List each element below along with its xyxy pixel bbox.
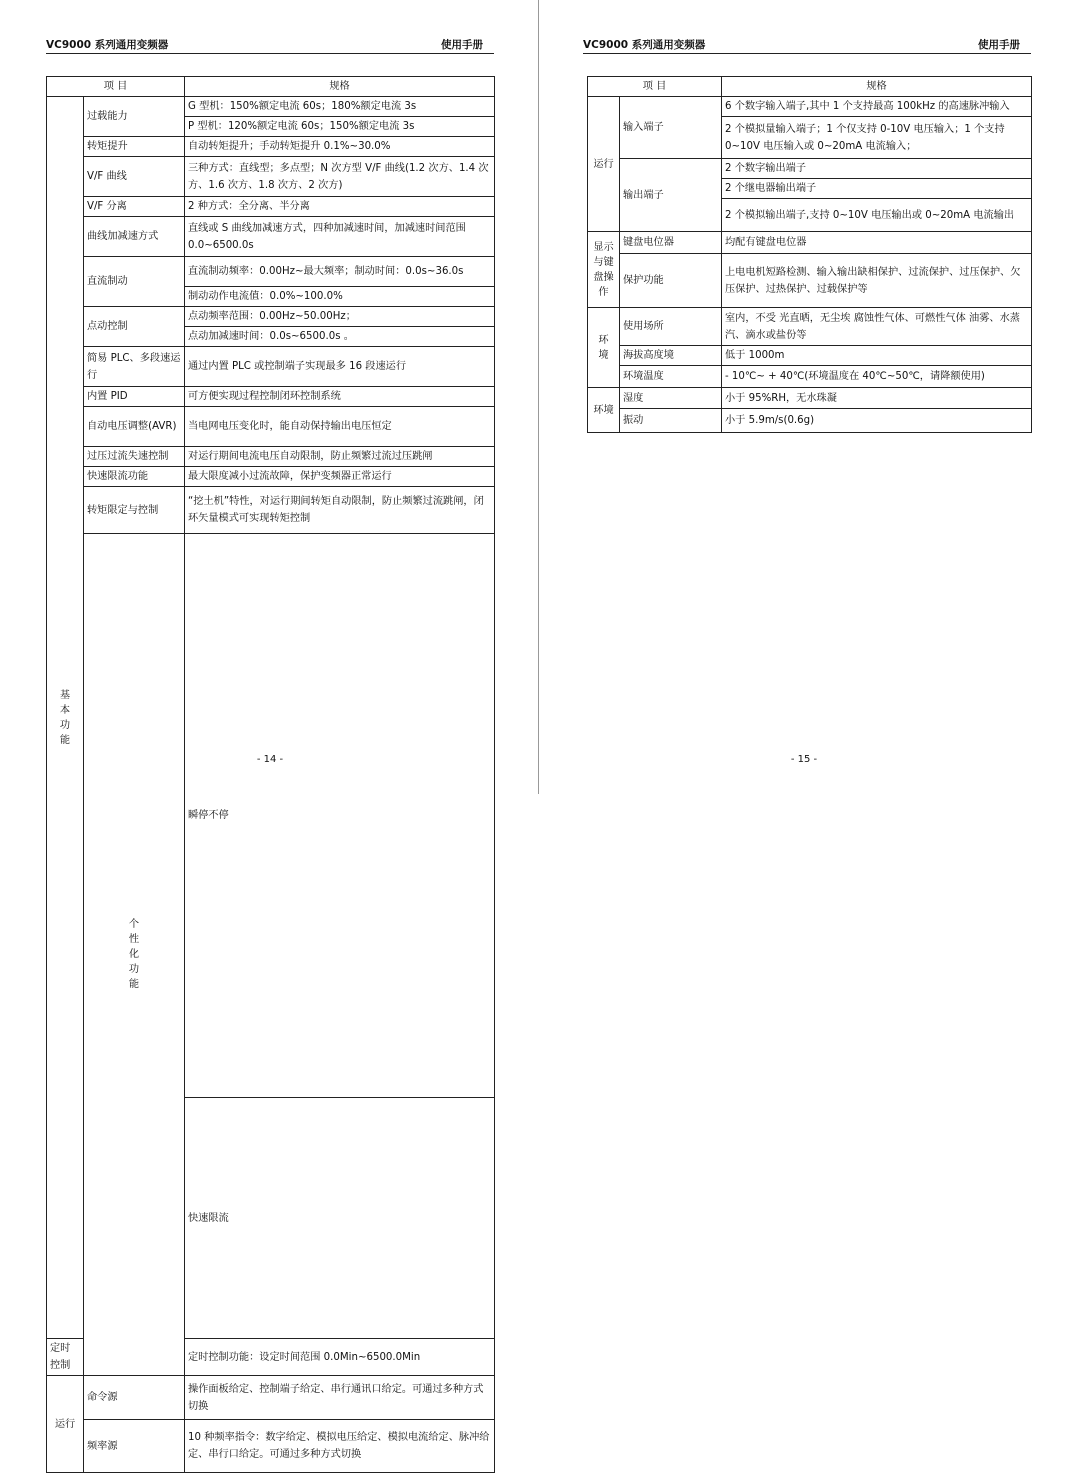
- row-name: 简易 PLC、多段速运行: [84, 347, 185, 387]
- table-head-spec: 规格: [185, 77, 495, 97]
- group-personal: 个 性 化 功 能: [84, 534, 185, 1376]
- row-spec: “挖土机”特性，对运行期间转矩自动限制，防止频繁过流跳闸，闭环矢量模式可实现转矩控制: [185, 487, 495, 534]
- row-name: 瞬停不停: [185, 534, 495, 1098]
- page-number: - 14 -: [256, 754, 284, 765]
- row-spec: 小于 5.9m/s(0.6g): [722, 409, 1032, 433]
- header-manual: 使用手册: [978, 39, 1020, 51]
- row-spec: 三种方式：直线型；多点型；N 次方型 V/F 曲线(1.2 次方、1.4 次方、1.6 次方、1.8 次方、2 次方): [185, 157, 495, 197]
- row-name: 内置 PID: [84, 387, 185, 407]
- row-spec: 最大限度减小过流故障，保护变频器正常运行: [185, 467, 495, 487]
- row-name: 直流制动: [84, 257, 185, 307]
- row-name: V/F 曲线: [84, 157, 185, 197]
- row-spec: 对运行期间电流电压自动限制，防止频繁过流过压跳闸: [185, 447, 495, 467]
- row-spec: 直线或 S 曲线加减速方式，四种加减速时间，加减速时间范围 0.0~6500.0s: [185, 217, 495, 257]
- spec-table-left: [46, 76, 495, 1473]
- row-name: 海拔高度境: [620, 346, 722, 366]
- row-spec: 10 种频率指令：数字给定、模拟电压给定、模拟电流给定、脉冲给定、串行口给定。可通过多种方式切换: [185, 1420, 495, 1473]
- row-spec: 制动动作电流值：0.0%~100.0%: [185, 287, 495, 307]
- row-name: 输入端子: [620, 97, 722, 159]
- group-basic: 基 本 功 能: [47, 97, 84, 1339]
- group-display: 显示 与键 盘操 作: [588, 232, 620, 308]
- row-spec: 直流制动频率：0.00Hz~最大频率；制动时间：0.0s~36.0s: [185, 257, 495, 287]
- row-spec: 2 种方式：全分离、半分离: [185, 197, 495, 217]
- group-env: 环 境: [588, 308, 620, 388]
- row-name: 使用场所: [620, 308, 722, 346]
- row-spec: 2 个数字输出端子: [722, 159, 1032, 179]
- row-spec: 低于 1000m: [722, 346, 1032, 366]
- group-run: 运行: [588, 97, 620, 232]
- row-name: 频率源: [84, 1420, 185, 1473]
- row-name: V/F 分离: [84, 197, 185, 217]
- row-name: 自动电压调整(AVR): [84, 407, 185, 447]
- row-name: 键盘电位器: [620, 232, 722, 254]
- row-spec: G 型机：150%额定电流 60s；180%额定电流 3s: [185, 97, 495, 117]
- row-name: 湿度: [620, 388, 722, 409]
- group-run: 运行: [47, 1376, 84, 1473]
- row-spec: 上电电机短路检测、输入输出缺相保护、过流保护、过压保护、欠压保护、过热保护、过载保护等: [722, 254, 1032, 308]
- row-name: 过载能力: [84, 97, 185, 137]
- row-name: 环境温度: [620, 366, 722, 388]
- page-number: - 15 -: [790, 754, 818, 765]
- row-name: 保护功能: [620, 254, 722, 308]
- table-head-item: 项 目: [47, 77, 185, 97]
- header-rule: [583, 53, 1031, 54]
- table-head-item: 项 目: [588, 77, 722, 97]
- row-spec: 小于 95%RH，无水珠凝: [722, 388, 1032, 409]
- row-spec: 室内，不受 光直晒，无尘埃 腐蚀性气体、可燃性气体 油雾、水蒸汽、滴水或盐份等: [722, 308, 1032, 346]
- row-name: 点动控制: [84, 307, 185, 347]
- row-spec: 2 个继电器输出端子: [722, 179, 1032, 199]
- header-product: VC9000 系列通用变频器: [46, 39, 169, 51]
- row-name: 输出端子: [620, 159, 722, 232]
- row-name: 振动: [620, 409, 722, 433]
- header-manual: 使用手册: [441, 39, 483, 51]
- row-name: 命令源: [84, 1376, 185, 1420]
- row-spec: 可方便实现过程控制闭环控制系统: [185, 387, 495, 407]
- row-spec: 2 个模拟量输入端子；1 个仅支持 0-10V 电压输入；1 个支持 0~10V 电压输入或 0~20mA 电流输入；: [722, 117, 1032, 159]
- row-name: 快速限流: [185, 1098, 495, 1339]
- row-name: 转矩提升: [84, 137, 185, 157]
- row-spec: - 10℃~ + 40℃(环境温度在 40℃~50℃，请降额使用): [722, 366, 1032, 388]
- row-spec: 2 个模拟输出端子,支持 0~10V 电压输出或 0~20mA 电流输出: [722, 199, 1032, 232]
- row-spec: 均配有键盘电位器: [722, 232, 1032, 254]
- spec-table-right: [587, 76, 1032, 433]
- row-name: 定时控制: [47, 1339, 84, 1376]
- row-spec: 当电网电压变化时，能自动保持输出电压恒定: [185, 407, 495, 447]
- row-spec: P 型机：120%额定电流 60s；150%额定电流 3s: [185, 117, 495, 137]
- table-head-spec: 规格: [722, 77, 1032, 97]
- page-14: [0, 0, 538, 1460]
- group-env2: 环境: [588, 388, 620, 433]
- row-spec: 定时控制功能：设定时间范围 0.0Min~6500.0Min: [185, 1339, 495, 1376]
- row-spec: 点动加减速时间：0.0s~6500.0s 。: [185, 327, 495, 347]
- row-spec: 通过内置 PLC 或控制端子实现最多 16 段速运行: [185, 347, 495, 387]
- row-name: 快速限流功能: [84, 467, 185, 487]
- row-name: 过压过流失速控制: [84, 447, 185, 467]
- row-spec: 自动转矩提升；手动转矩提升 0.1%~30.0%: [185, 137, 495, 157]
- row-spec: 6 个数字输入端子,其中 1 个支持最高 100kHz 的高速脉冲输入: [722, 97, 1032, 117]
- row-spec: 点动频率范围：0.00Hz~50.00Hz；: [185, 307, 495, 327]
- row-name: 转矩限定与控制: [84, 487, 185, 534]
- row-name: 曲线加减速方式: [84, 217, 185, 257]
- row-spec: 操作面板给定、控制端子给定、串行通讯口给定。可通过多种方式切换: [185, 1376, 495, 1420]
- page-15: [539, 0, 1077, 794]
- header-rule: [46, 53, 494, 54]
- header-product: VC9000 系列通用变频器: [583, 39, 706, 51]
